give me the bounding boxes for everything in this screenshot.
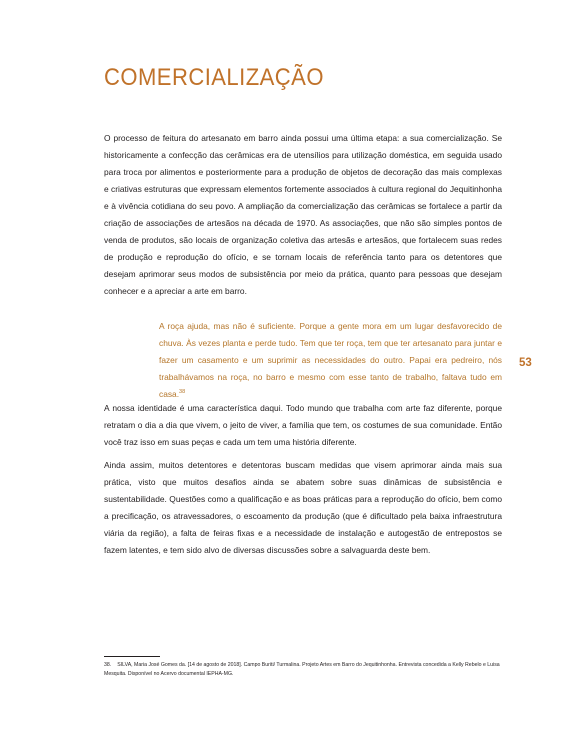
body-paragraph-1: O processo de feitura do artesanato em barro ainda possui uma última etapa: a sua comercialização. Se historicamente a confecção das cerâmicas era de utensílios para utilização doméstica, em seguida usado para troca por alimentos e posteriormente para a produção de objetos de decoração das mais complexas e criativas estruturas que expressam elementos fortemente associados à cultura regional do Jequitinhonha e à vivência cotidiana do seu povo. A ampliação da comercialização das cerâmicas se fortalece a partir da criação de associações de artesãos na década de 1970. As associações, que não são simples pontos de venda de produtos, são locais de organização coletiva das artesãs e artesãos, que fortalecem suas redes de produção e reprodução do ofício, e se tornam locais de referência tanto para os detentores que desejam aprimorar seus modos de subsistência por meio da prática, quanto para pessoas que desejam conhecer e a apreciar a arte em barro.	[104, 133, 502, 296]
page-number: 53	[519, 357, 532, 369]
footnote-number: 38.	[104, 662, 112, 668]
footnote-divider	[104, 656, 160, 657]
footnote-reference: 38	[179, 389, 186, 396]
section-title: COMERCIALIZAÇÃO	[104, 64, 324, 91]
footnote	[104, 661, 504, 679]
body-paragraph-2: A nossa identidade é uma característica daqui. Todo mundo que trabalha com arte faz diferente, porque retratam o dia a dia que vivem, o jeito de viver, a família que tem, os costumes de sua comunidade. Então você traz isso em suas peças e cada um tem uma história diferente.	[104, 403, 502, 447]
body-paragraph-3: Ainda assim, muitos detentores e detentoras buscam medidas que visem aprimorar ainda mais sua prática, visto que muitos desafios ainda se abatem sobre suas dinâmicas de subsistência e sustentabilidade. Questões como a qualificação e as boas práticas para a reprodução do ofício, bem como a precificação, os atravessadores, o escoamento da produção (que é dificultado pela baixa infraestrutura viária da região), a falta de feiras fixas e a necessidade de instalação e autogestão de entrepostos se fazem latentes, e tem sido alvo de diversas discussões sobre a salvaguarda deste bem.	[104, 460, 502, 555]
block-quote-text: A roça ajuda, mas não é suficiente. Porque a gente mora em um lugar desfavorecido de chuva. Às vezes planta e perde tudo. Tem que ter roça, tem que ter artesanato para juntar e fazer um casamento e um suprimir as necessidades do outro. Papai era pedreiro, nós trabalhávamos na roça, no barro e mesmo com esse tanto de trabalho, faltava tudo em casa.	[159, 321, 502, 399]
block-quote	[159, 318, 502, 403]
footnote-text: SILVA, Maria José Gomes da. [14 de agosto de 2018]. Campo Buriti/ Turmalina. Projeto Artes em Barro do Jequitinhonha. Entrevista concedida a Kelly Rebelo e Luisa Mesquita. Disponível no Acervo documental IEPHA-MG.	[104, 662, 500, 677]
